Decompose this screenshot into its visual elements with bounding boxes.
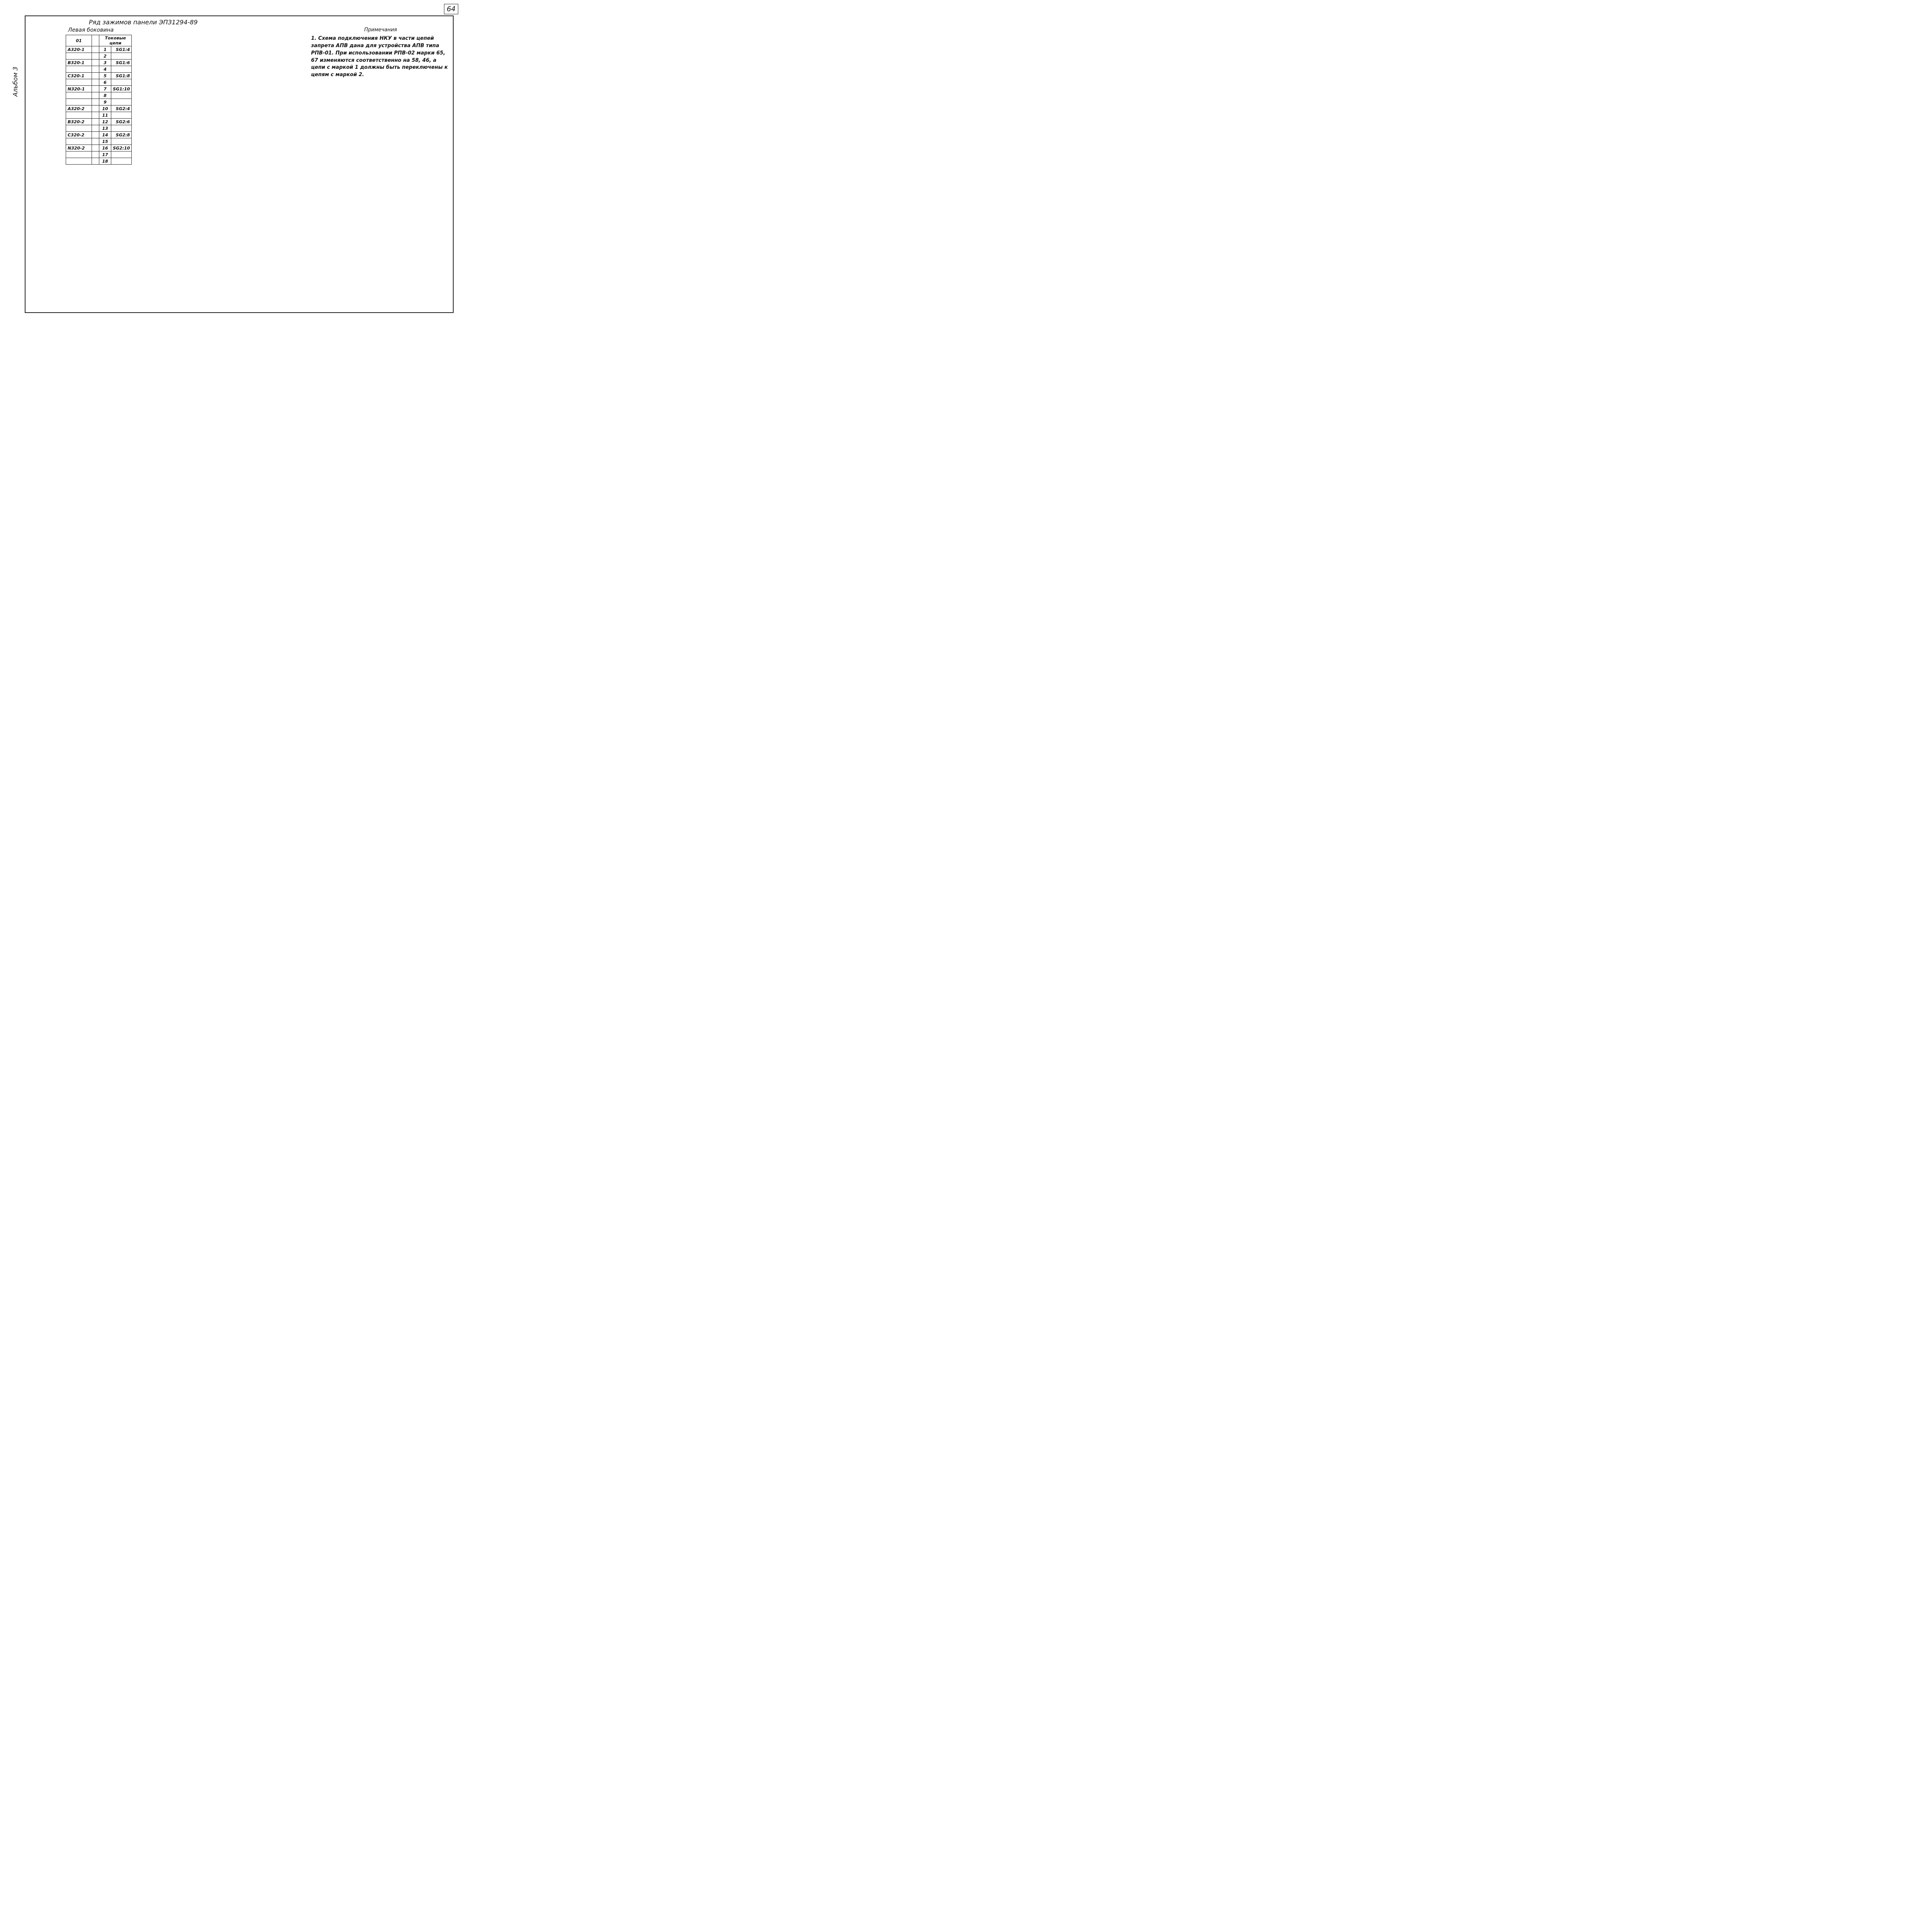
terminal-number: 6 bbox=[99, 79, 111, 86]
row-gap bbox=[92, 53, 99, 60]
header-label: Токовые цепи bbox=[99, 35, 132, 46]
terminal-row bbox=[66, 73, 132, 79]
header-code: 01 bbox=[66, 35, 92, 46]
row-gap bbox=[92, 151, 99, 158]
row-gap bbox=[92, 105, 99, 112]
terminal-number: 1 bbox=[99, 46, 111, 53]
terminal-row bbox=[66, 53, 132, 60]
cable-code bbox=[66, 138, 92, 145]
terminal-number: 13 bbox=[99, 125, 111, 132]
terminal-number: 15 bbox=[99, 138, 111, 145]
terminal-row bbox=[66, 60, 132, 66]
terminal-mark: SG1:8 bbox=[111, 73, 132, 79]
row-gap bbox=[92, 92, 99, 99]
row-gap bbox=[92, 132, 99, 138]
terminal-row bbox=[66, 119, 132, 125]
terminal-row bbox=[66, 99, 132, 105]
sheet-mark: 64 bbox=[444, 4, 458, 14]
terminal-row bbox=[66, 105, 132, 112]
cable-code bbox=[66, 92, 92, 99]
terminal-mark: SG1:6 bbox=[111, 60, 132, 66]
cable-code: N320-1 bbox=[66, 86, 92, 92]
cable-code: B320-1 bbox=[66, 60, 92, 66]
terminal-row bbox=[66, 92, 132, 99]
terminal-number: 18 bbox=[99, 158, 111, 165]
notes bbox=[311, 27, 450, 79]
terminal-mark: SG2:8 bbox=[111, 132, 132, 138]
terminal-number: 9 bbox=[99, 99, 111, 105]
row-gap bbox=[92, 60, 99, 66]
terminal-row bbox=[66, 86, 132, 92]
terminal-mark: SG2:4 bbox=[111, 105, 132, 112]
cable-code bbox=[66, 125, 92, 132]
row-gap bbox=[92, 99, 99, 105]
terminal-mark: SG1:4 bbox=[111, 46, 132, 53]
row-gap bbox=[92, 73, 99, 79]
terminal-row bbox=[66, 112, 132, 119]
terminal-mark bbox=[111, 66, 132, 73]
terminal-rows bbox=[66, 46, 132, 165]
terminal-mark bbox=[111, 92, 132, 99]
terminal-mark bbox=[111, 79, 132, 86]
terminal-header bbox=[66, 35, 132, 46]
terminal-number: 16 bbox=[99, 145, 111, 151]
notes-heading: Примечания bbox=[364, 27, 397, 33]
terminal-mark: SG2:6 bbox=[111, 119, 132, 125]
terminal-number: 10 bbox=[99, 105, 111, 112]
cable-code bbox=[66, 66, 92, 73]
row-gap bbox=[92, 145, 99, 151]
row-gap bbox=[92, 138, 99, 145]
terminal-mark: SG2:10 bbox=[111, 145, 132, 151]
cable-code bbox=[66, 158, 92, 165]
terminal-number: 2 bbox=[99, 53, 111, 60]
cable-code bbox=[66, 112, 92, 119]
terminal-mark bbox=[111, 125, 132, 132]
terminal-number: 14 bbox=[99, 132, 111, 138]
terminal-number: 17 bbox=[99, 151, 111, 158]
terminal-number: 11 bbox=[99, 112, 111, 119]
header-gap bbox=[92, 35, 99, 46]
row-gap bbox=[92, 119, 99, 125]
terminal-row bbox=[66, 125, 132, 132]
terminal-number: 5 bbox=[99, 73, 111, 79]
terminal-table bbox=[66, 35, 132, 165]
cable-code: C320-2 bbox=[66, 132, 92, 138]
terminal-row bbox=[66, 66, 132, 73]
row-gap bbox=[92, 66, 99, 73]
terminal-row bbox=[66, 158, 132, 165]
cable-code: N320-2 bbox=[66, 145, 92, 151]
terminal-mark bbox=[111, 138, 132, 145]
terminal-number: 4 bbox=[99, 66, 111, 73]
row-gap bbox=[92, 158, 99, 165]
terminal-number: 3 bbox=[99, 60, 111, 66]
cable-code: A320-2 bbox=[66, 105, 92, 112]
terminal-mark bbox=[111, 99, 132, 105]
terminal-mark bbox=[111, 158, 132, 165]
terminal-number: 8 bbox=[99, 92, 111, 99]
cable-code: B320-2 bbox=[66, 119, 92, 125]
terminal-row bbox=[66, 79, 132, 86]
terminal-mark: SG1:10 bbox=[111, 86, 132, 92]
terminal-mark bbox=[111, 151, 132, 158]
terminal-row bbox=[66, 46, 132, 53]
cable-code: C320-1 bbox=[66, 73, 92, 79]
cable-code bbox=[66, 151, 92, 158]
note-1: 1. Схема подключения НКУ в части цепей запрета АПВ дана для устройства АПВ типа РПВ-01. При использовании РПВ-02 марки 65, 67 изменяются соответственно на 58, 46, а цепи с маркой 1 должны быть переключены к цепям с маркой 2. bbox=[311, 36, 448, 78]
terminal-number: 12 bbox=[99, 119, 111, 125]
album-label: Альбом 3 bbox=[12, 66, 19, 97]
terminal-row bbox=[66, 145, 132, 151]
terminal-row bbox=[66, 151, 132, 158]
cable-code bbox=[66, 53, 92, 60]
terminal-mark bbox=[111, 112, 132, 119]
row-gap bbox=[92, 79, 99, 86]
cable-code bbox=[66, 99, 92, 105]
cable-code bbox=[66, 79, 92, 86]
row-gap bbox=[92, 86, 99, 92]
left-side-title: Левая боковина bbox=[68, 27, 114, 33]
row-gap bbox=[92, 112, 99, 119]
cable-code: A320-1 bbox=[66, 46, 92, 53]
terminal-number: 7 bbox=[99, 86, 111, 92]
terminal-mark bbox=[111, 53, 132, 60]
terminal-row bbox=[66, 138, 132, 145]
panel-title: Ряд зажимов панели ЭПЗ1294-89 bbox=[89, 19, 198, 26]
row-gap bbox=[92, 125, 99, 132]
row-gap bbox=[92, 46, 99, 53]
terminal-row bbox=[66, 132, 132, 138]
